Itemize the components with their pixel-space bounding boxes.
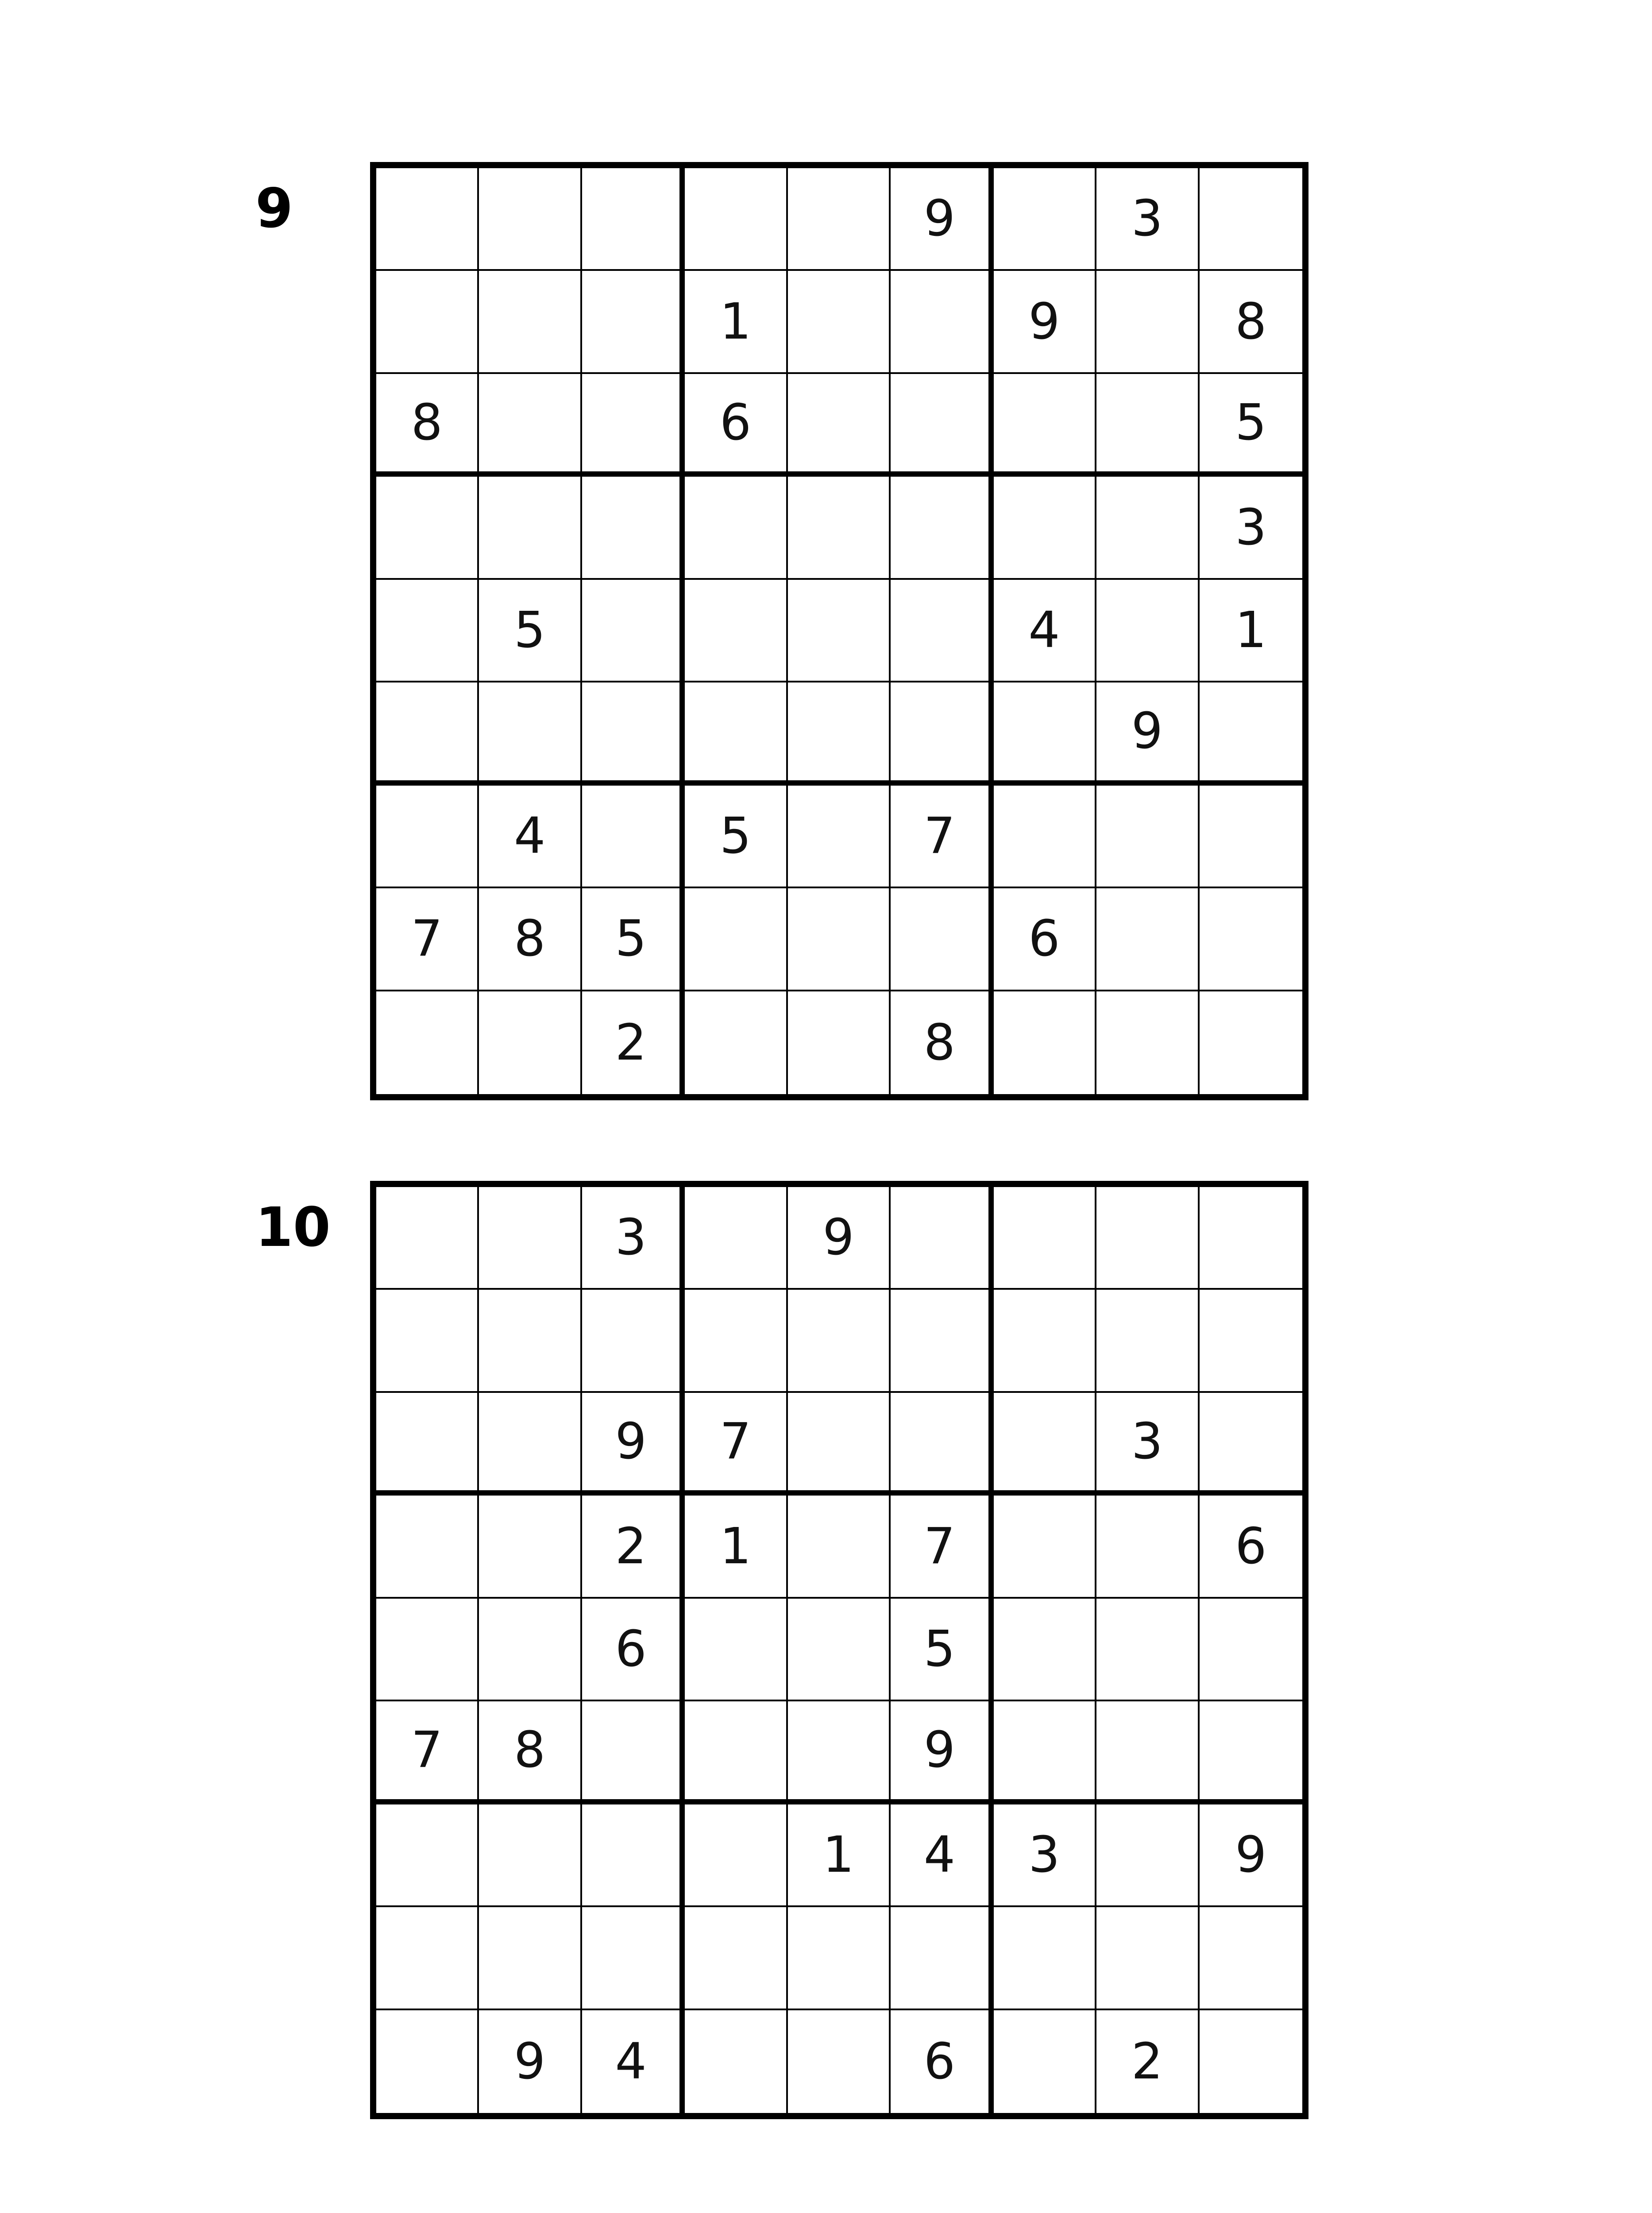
sudoku-cell-r1-c9[interactable] [1200, 168, 1302, 271]
sudoku-cell-r1-c4[interactable] [685, 168, 787, 271]
sudoku-cell-r1-c7[interactable] [994, 168, 1096, 271]
sudoku-cell-r3-c7[interactable] [994, 1393, 1096, 1496]
sudoku-cell-r5-c1[interactable] [376, 580, 479, 682]
sudoku-cell-r4-c6[interactable]: 7 [891, 1496, 993, 1598]
sudoku-cell-r2-c2[interactable] [479, 271, 582, 374]
sudoku-cell-r4-c4[interactable]: 1 [685, 1496, 787, 1598]
sudoku-cell-r6-c8[interactable]: 9 [1096, 682, 1199, 785]
sudoku-cell-r9-c6[interactable]: 8 [891, 991, 993, 1094]
sudoku-cell-r9-c1[interactable] [376, 2010, 479, 2113]
sudoku-cell-r4-c9[interactable]: 6 [1200, 1496, 1302, 1598]
sudoku-cell-r6-c2[interactable] [479, 682, 582, 785]
sudoku-cell-r9-c7[interactable] [994, 2010, 1096, 2113]
sudoku-cell-r7-c1[interactable] [376, 1804, 479, 1907]
sudoku-cell-r3-c4[interactable]: 6 [685, 374, 787, 477]
sudoku-cell-r3-c3[interactable] [582, 374, 685, 477]
sudoku-cell-r7-c6[interactable]: 7 [891, 786, 993, 888]
sudoku-cell-r6-c3[interactable] [582, 682, 685, 785]
sudoku-cell-r7-c4[interactable] [685, 1804, 787, 1907]
sudoku-cell-r8-c8[interactable] [1096, 1907, 1199, 2010]
sudoku-cell-r2-c6[interactable] [891, 271, 993, 374]
sudoku-cell-r8-c7[interactable] [994, 1907, 1096, 2010]
sudoku-cell-r7-c7[interactable] [994, 786, 1096, 888]
sudoku-cell-r7-c4[interactable]: 5 [685, 786, 787, 888]
sudoku-cell-r6-c4[interactable] [685, 682, 787, 785]
sudoku-cell-r8-c8[interactable] [1096, 888, 1199, 991]
sudoku-cell-r4-c7[interactable] [994, 477, 1096, 579]
sudoku-cell-r2-c3[interactable] [582, 271, 685, 374]
sudoku-cell-r1-c7[interactable] [994, 1187, 1096, 1290]
sudoku-cell-r1-c6[interactable] [891, 1187, 993, 1290]
sudoku-cell-r5-c6[interactable] [891, 580, 993, 682]
sudoku-cell-r5-c9[interactable]: 1 [1200, 580, 1302, 682]
sudoku-cell-r2-c8[interactable] [1096, 1290, 1199, 1392]
sudoku-cell-r1-c5[interactable] [788, 168, 891, 271]
sudoku-cell-r2-c6[interactable] [891, 1290, 993, 1392]
sudoku-cell-r9-c6[interactable]: 6 [891, 2010, 993, 2113]
sudoku-cell-r5-c5[interactable] [788, 580, 891, 682]
sudoku-cell-r5-c4[interactable] [685, 580, 787, 682]
sudoku-cell-r7-c3[interactable] [582, 1804, 685, 1907]
sudoku-cell-r3-c9[interactable] [1200, 1393, 1302, 1496]
sudoku-cell-r7-c5[interactable]: 1 [788, 1804, 891, 1907]
sudoku-cell-r3-c1[interactable] [376, 1393, 479, 1496]
sudoku-cell-r3-c4[interactable]: 7 [685, 1393, 787, 1496]
sudoku-cell-r9-c3[interactable]: 2 [582, 991, 685, 1094]
sudoku-cell-r5-c5[interactable] [788, 1599, 891, 1701]
sudoku-cell-r1-c6[interactable]: 9 [891, 168, 993, 271]
sudoku-cell-r1-c2[interactable] [479, 1187, 582, 1290]
sudoku-cell-r3-c6[interactable] [891, 374, 993, 477]
sudoku-cell-r9-c2[interactable]: 9 [479, 2010, 582, 2113]
sudoku-cell-r8-c1[interactable]: 7 [376, 888, 479, 991]
sudoku-cell-r5-c1[interactable] [376, 1599, 479, 1701]
sudoku-cell-r8-c1[interactable] [376, 1907, 479, 2010]
sudoku-cell-r3-c3[interactable]: 9 [582, 1393, 685, 1496]
sudoku-cell-r3-c2[interactable] [479, 374, 582, 477]
sudoku-cell-r6-c9[interactable] [1200, 1701, 1302, 1804]
sudoku-cell-r2-c7[interactable]: 9 [994, 271, 1096, 374]
sudoku-cell-r8-c3[interactable]: 5 [582, 888, 685, 991]
sudoku-cell-r9-c8[interactable]: 2 [1096, 2010, 1199, 2113]
sudoku-cell-r6-c5[interactable] [788, 682, 891, 785]
sudoku-cell-r1-c3[interactable]: 3 [582, 1187, 685, 1290]
sudoku-cell-r1-c4[interactable] [685, 1187, 787, 1290]
sudoku-cell-r8-c9[interactable] [1200, 888, 1302, 991]
sudoku-cell-r2-c9[interactable]: 8 [1200, 271, 1302, 374]
sudoku-cell-r5-c9[interactable] [1200, 1599, 1302, 1701]
sudoku-cell-r2-c2[interactable] [479, 1290, 582, 1392]
sudoku-cell-r9-c9[interactable] [1200, 991, 1302, 1094]
sudoku-cell-r8-c2[interactable] [479, 1907, 582, 2010]
sudoku-cell-r1-c1[interactable] [376, 1187, 479, 1290]
sudoku-cell-r1-c2[interactable] [479, 168, 582, 271]
sudoku-cell-r4-c7[interactable] [994, 1496, 1096, 1598]
sudoku-cell-r3-c1[interactable]: 8 [376, 374, 479, 477]
sudoku-cell-r6-c5[interactable] [788, 1701, 891, 1804]
sudoku-cell-r9-c5[interactable] [788, 991, 891, 1094]
sudoku-cell-r7-c3[interactable] [582, 786, 685, 888]
sudoku-cell-r7-c2[interactable] [479, 1804, 582, 1907]
sudoku-cell-r5-c3[interactable] [582, 580, 685, 682]
sudoku-cell-r3-c2[interactable] [479, 1393, 582, 1496]
sudoku-cell-r4-c8[interactable] [1096, 477, 1199, 579]
sudoku-cell-r6-c2[interactable]: 8 [479, 1701, 582, 1804]
sudoku-cell-r2-c1[interactable] [376, 271, 479, 374]
sudoku-cell-r5-c4[interactable] [685, 1599, 787, 1701]
sudoku-cell-r2-c4[interactable] [685, 1290, 787, 1392]
sudoku-cell-r7-c1[interactable] [376, 786, 479, 888]
sudoku-cell-r2-c8[interactable] [1096, 271, 1199, 374]
sudoku-cell-r4-c5[interactable] [788, 477, 891, 579]
sudoku-cell-r4-c3[interactable]: 2 [582, 1496, 685, 1598]
sudoku-cell-r6-c1[interactable]: 7 [376, 1701, 479, 1804]
sudoku-cell-r2-c5[interactable] [788, 271, 891, 374]
sudoku-cell-r6-c7[interactable] [994, 1701, 1096, 1804]
sudoku-cell-r3-c5[interactable] [788, 374, 891, 477]
sudoku-cell-r6-c7[interactable] [994, 682, 1096, 785]
sudoku-cell-r8-c2[interactable]: 8 [479, 888, 582, 991]
sudoku-cell-r8-c5[interactable] [788, 1907, 891, 2010]
sudoku-cell-r9-c4[interactable] [685, 991, 787, 1094]
sudoku-grid [370, 162, 1308, 1100]
sudoku-cell-r2-c1[interactable] [376, 1290, 479, 1392]
sudoku-cell-r7-c2[interactable]: 4 [479, 786, 582, 888]
sudoku-cell-r3-c6[interactable] [891, 1393, 993, 1496]
sudoku-cell-r5-c8[interactable] [1096, 1599, 1199, 1701]
sudoku-cell-r8-c9[interactable] [1200, 1907, 1302, 2010]
sudoku-cell-r9-c3[interactable]: 4 [582, 2010, 685, 2113]
sudoku-cell-r6-c3[interactable] [582, 1701, 685, 1804]
sudoku-cell-r1-c5[interactable]: 9 [788, 1187, 891, 1290]
sudoku-cell-r3-c7[interactable] [994, 374, 1096, 477]
sudoku-cell-r2-c5[interactable] [788, 1290, 891, 1392]
sudoku-cell-r7-c8[interactable] [1096, 1804, 1199, 1907]
sudoku-cell-r8-c7[interactable]: 6 [994, 888, 1096, 991]
sudoku-cell-r8-c3[interactable] [582, 1907, 685, 2010]
sudoku-cell-r5-c3[interactable]: 6 [582, 1599, 685, 1701]
sudoku-cell-r7-c6[interactable]: 4 [891, 1804, 993, 1907]
sudoku-cell-r9-c9[interactable] [1200, 2010, 1302, 2113]
sudoku-cell-r4-c1[interactable] [376, 477, 479, 579]
puzzle-number: 9 [255, 177, 293, 240]
sudoku-cell-r1-c1[interactable] [376, 168, 479, 271]
sudoku-cell-r3-c8[interactable] [1096, 374, 1199, 477]
sudoku-cell-r4-c8[interactable] [1096, 1496, 1199, 1598]
sudoku-cell-r2-c4[interactable]: 1 [685, 271, 787, 374]
sudoku-cell-r1-c9[interactable] [1200, 1187, 1302, 1290]
sudoku-cell-r3-c5[interactable] [788, 1393, 891, 1496]
sudoku-cell-r4-c2[interactable] [479, 477, 582, 579]
sudoku-cell-r7-c9[interactable] [1200, 786, 1302, 888]
sudoku-cell-r8-c4[interactable] [685, 888, 787, 991]
sudoku-cell-r5-c6[interactable]: 5 [891, 1599, 993, 1701]
sudoku-cell-r9-c2[interactable] [479, 991, 582, 1094]
sudoku-cell-r2-c3[interactable] [582, 1290, 685, 1392]
sudoku-cell-r5-c7[interactable] [994, 1599, 1096, 1701]
sudoku-cell-r6-c4[interactable] [685, 1701, 787, 1804]
sudoku-cell-r4-c4[interactable] [685, 477, 787, 579]
puzzle-number: 10 [255, 1196, 331, 1259]
sudoku-cell-r4-c3[interactable] [582, 477, 685, 579]
sudoku-cell-r7-c7[interactable]: 3 [994, 1804, 1096, 1907]
sudoku-cell-r5-c7[interactable]: 4 [994, 580, 1096, 682]
sudoku-cell-r7-c5[interactable] [788, 786, 891, 888]
sudoku-cell-r9-c8[interactable] [1096, 991, 1199, 1094]
sudoku-cell-r6-c6[interactable] [891, 682, 993, 785]
sudoku-cell-r2-c7[interactable] [994, 1290, 1096, 1392]
sudoku-cell-r4-c5[interactable] [788, 1496, 891, 1598]
sudoku-cell-r8-c4[interactable] [685, 1907, 787, 2010]
sudoku-cell-r9-c5[interactable] [788, 2010, 891, 2113]
sudoku-cell-r6-c6[interactable]: 9 [891, 1701, 993, 1804]
sudoku-cell-r4-c9[interactable]: 3 [1200, 477, 1302, 579]
sudoku-cell-r4-c6[interactable] [891, 477, 993, 579]
sudoku-cell-r8-c6[interactable] [891, 888, 993, 991]
sudoku-cell-r7-c8[interactable] [1096, 786, 1199, 888]
sudoku-grid [370, 1181, 1308, 2119]
sudoku-cell-r4-c1[interactable] [376, 1496, 479, 1598]
sudoku-cell-r1-c3[interactable] [582, 168, 685, 271]
sudoku-cell-r5-c8[interactable] [1096, 580, 1199, 682]
sudoku-cell-r7-c9[interactable]: 9 [1200, 1804, 1302, 1907]
sudoku-cell-r9-c1[interactable] [376, 991, 479, 1094]
sudoku-cell-r6-c1[interactable] [376, 682, 479, 785]
sudoku-cell-r1-c8[interactable] [1096, 1187, 1199, 1290]
sudoku-cell-r5-c2[interactable] [479, 1599, 582, 1701]
sudoku-cell-r9-c7[interactable] [994, 991, 1096, 1094]
sudoku-cell-r6-c9[interactable] [1200, 682, 1302, 785]
sudoku-cell-r6-c8[interactable] [1096, 1701, 1199, 1804]
sudoku-cell-r8-c6[interactable] [891, 1907, 993, 2010]
sudoku-cell-r3-c9[interactable]: 5 [1200, 374, 1302, 477]
sudoku-cell-r4-c2[interactable] [479, 1496, 582, 1598]
sudoku-cell-r2-c9[interactable] [1200, 1290, 1302, 1392]
sudoku-cell-r1-c8[interactable]: 3 [1096, 168, 1199, 271]
sudoku-cell-r3-c8[interactable]: 3 [1096, 1393, 1199, 1496]
sudoku-cell-r9-c4[interactable] [685, 2010, 787, 2113]
sudoku-cell-r8-c5[interactable] [788, 888, 891, 991]
sudoku-cell-r5-c2[interactable]: 5 [479, 580, 582, 682]
